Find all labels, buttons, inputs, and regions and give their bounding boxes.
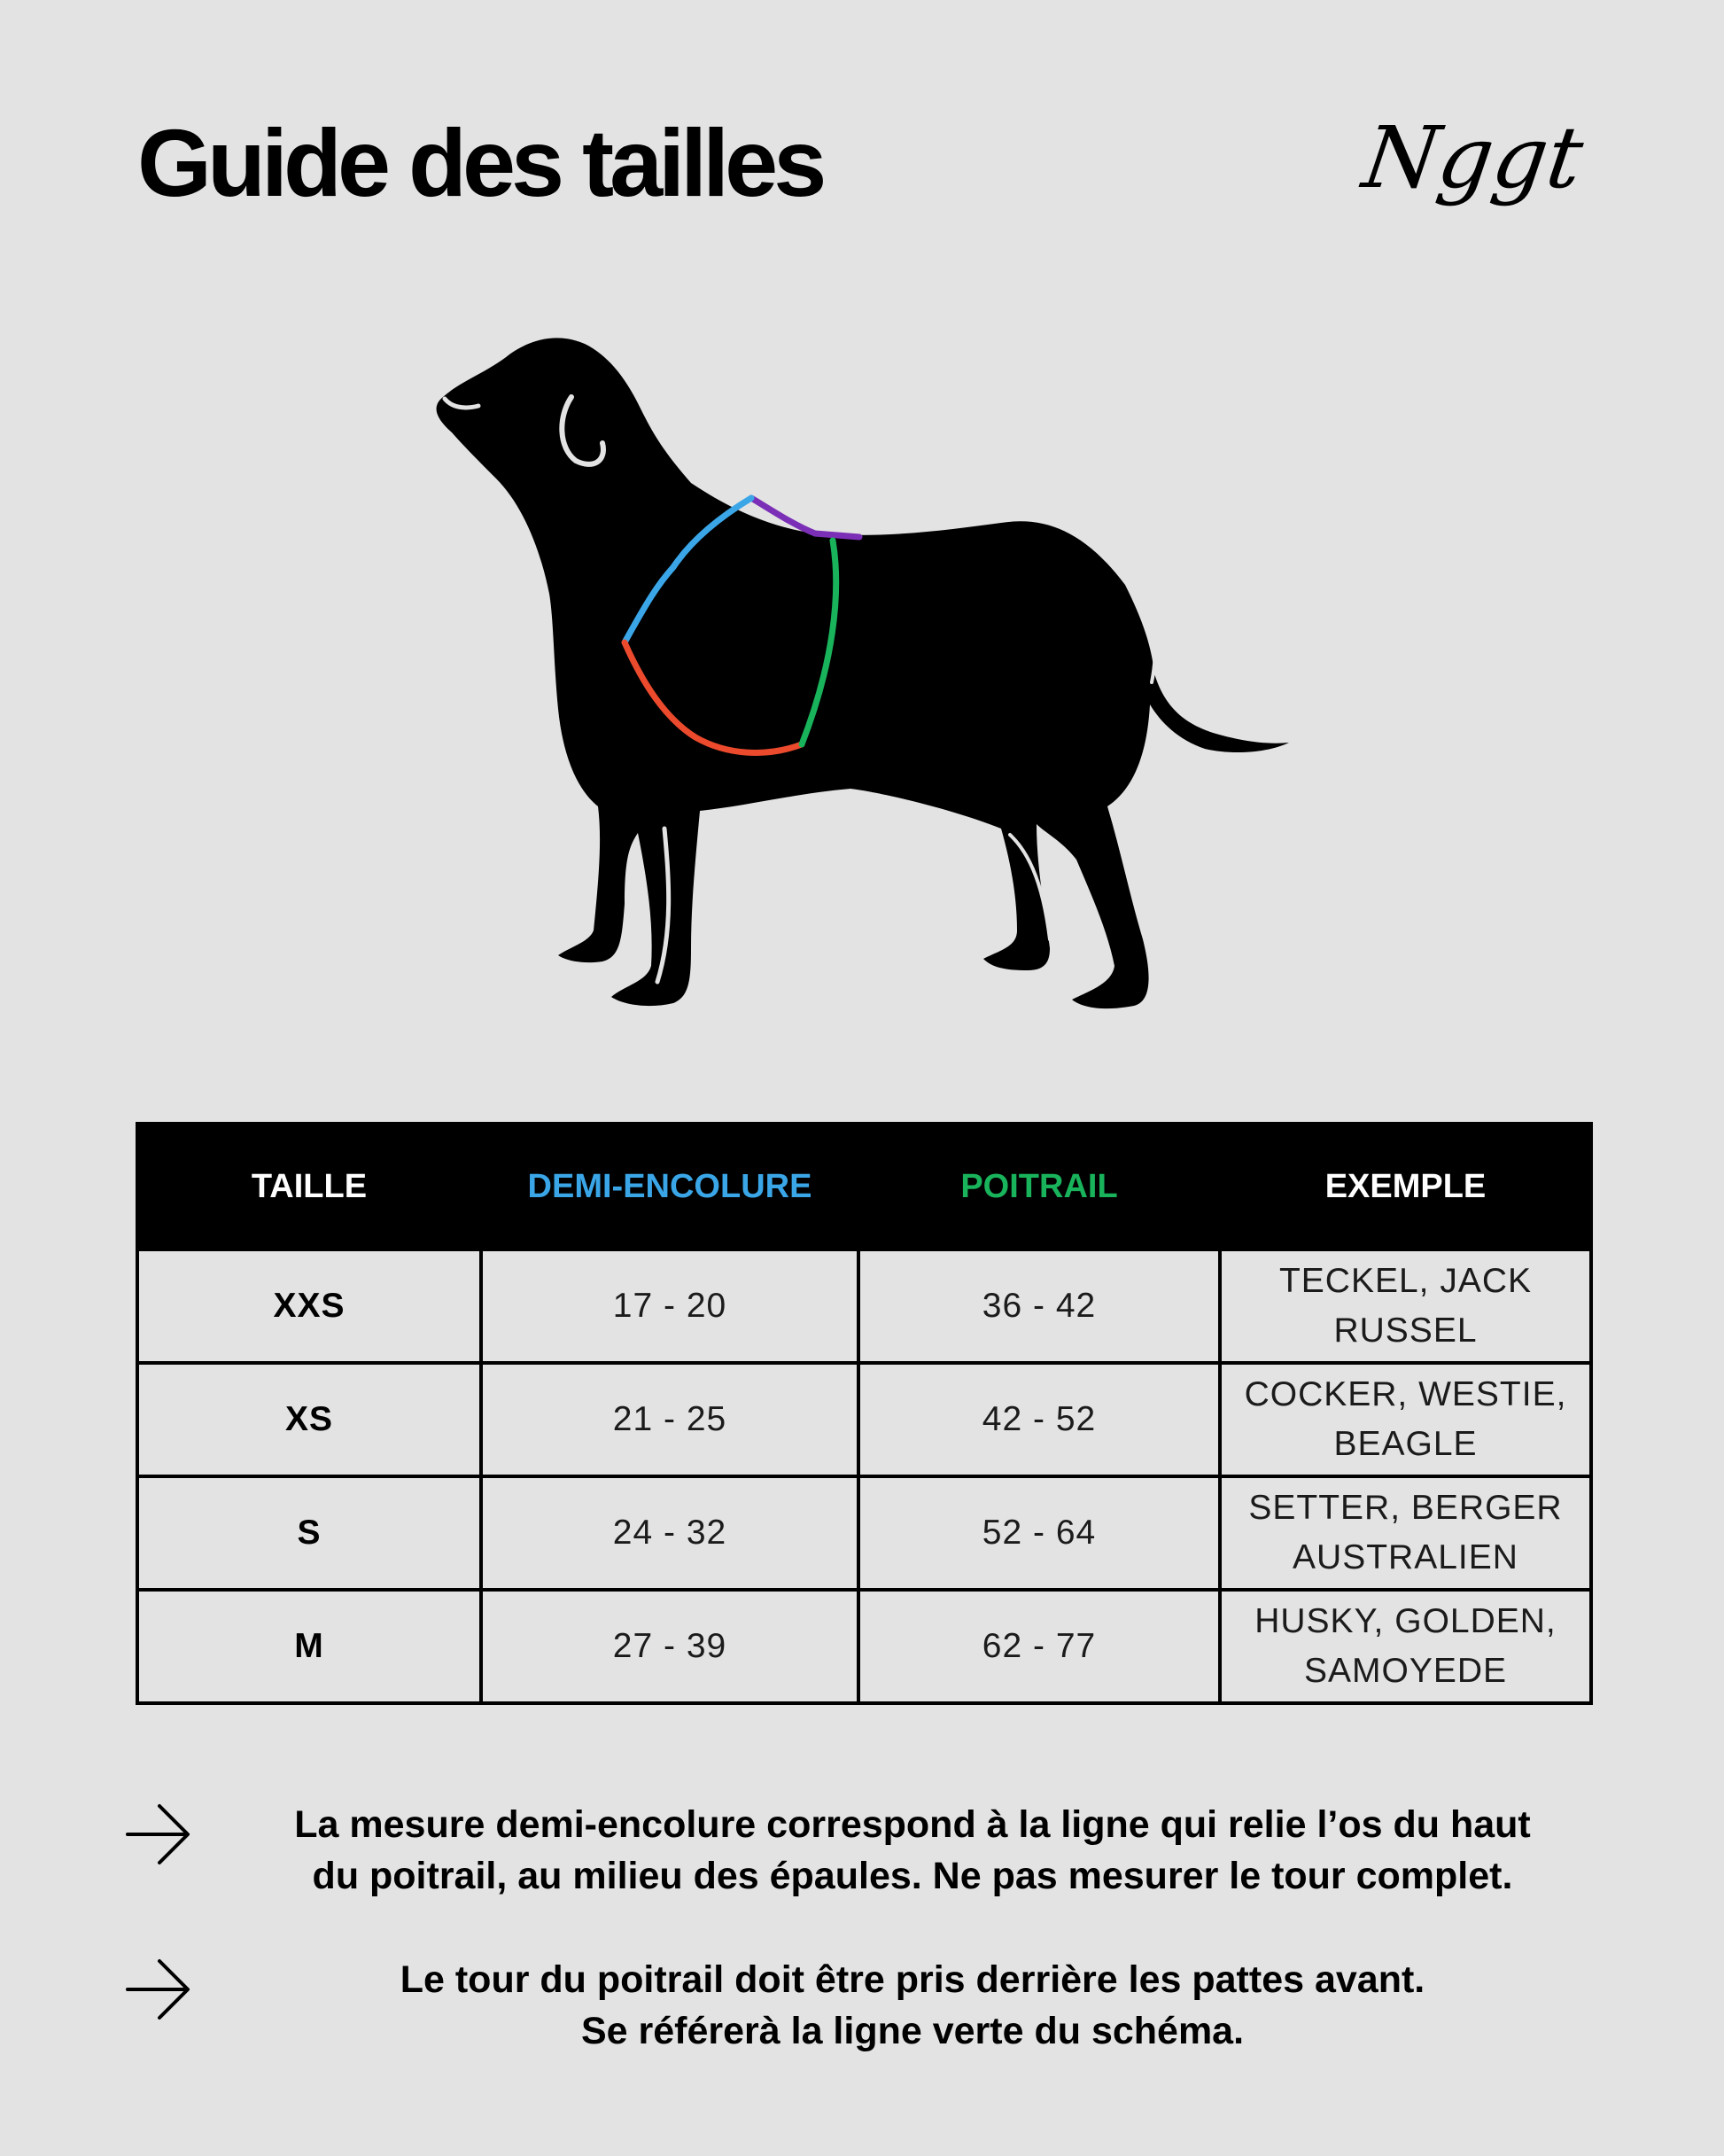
cell-poitrail: 52 - 64: [858, 1476, 1220, 1590]
cell-taille: M: [137, 1590, 481, 1703]
header-demi-encolure: DEMI-ENCOLURE: [481, 1124, 858, 1249]
note-text: [221, 1799, 1604, 1902]
exemple-line: COCKER, WESTIE,: [1244, 1375, 1567, 1413]
exemple-line: RUSSEL: [1333, 1312, 1478, 1350]
exemple-line: SETTER, BERGER: [1248, 1489, 1563, 1527]
cell-demi-encolure: 24 - 32: [481, 1476, 858, 1590]
cell-exemple: [1220, 1249, 1591, 1363]
header-exemple: EXEMPLE: [1220, 1124, 1591, 1249]
note-line: du poitrail, au milieu des épaules. Ne pas mesurer le tour complet.: [312, 1855, 1513, 1897]
cell-taille: XXS: [137, 1249, 481, 1363]
table-row: [137, 1590, 1591, 1703]
page-title: Guide des tailles: [137, 109, 823, 216]
note-line: La mesure demi-encolure correspond à la ligne qui relie l’os du haut: [294, 1803, 1531, 1846]
exemple-line: HUSKY, GOLDEN,: [1254, 1602, 1557, 1640]
cell-demi-encolure: 27 - 39: [481, 1590, 858, 1703]
note-line: Se référerà la ligne verte du schéma.: [580, 2010, 1245, 2052]
table-header-row: [137, 1124, 1591, 1249]
exemple-line: SAMOYEDE: [1303, 1652, 1508, 1690]
brand-logo: [1357, 108, 1589, 239]
cell-taille: S: [137, 1476, 481, 1590]
dog-silhouette-diagram: [425, 328, 1293, 1028]
cell-poitrail: 62 - 77: [858, 1590, 1220, 1703]
note-text: [221, 1954, 1604, 2057]
note-line: Le tour du poitrail doit être pris derrière les pattes avant.: [400, 1958, 1425, 2001]
cell-poitrail: 36 - 42: [858, 1249, 1220, 1363]
cell-demi-encolure: 21 - 25: [481, 1363, 858, 1476]
cell-exemple: [1220, 1590, 1591, 1703]
exemple-line: TECKEL, JACK: [1278, 1262, 1533, 1300]
cell-exemple: [1220, 1363, 1591, 1476]
logo-text: Nggt: [1357, 108, 1589, 207]
exemple-line: AUSTRALIEN: [1293, 1538, 1518, 1576]
arrow-right-icon: [124, 1799, 191, 1870]
size-table: [136, 1122, 1593, 1705]
cell-demi-encolure: 17 - 20: [481, 1249, 858, 1363]
table-row: [137, 1476, 1591, 1590]
header-taille: TAILLE: [137, 1124, 481, 1249]
exemple-line: BEAGLE: [1333, 1425, 1478, 1463]
cell-exemple: [1220, 1476, 1591, 1590]
header-poitrail: POITRAIL: [858, 1124, 1220, 1249]
cell-taille: XS: [137, 1363, 481, 1476]
arrow-right-icon: [124, 1954, 191, 2025]
table-row: [137, 1363, 1591, 1476]
table-row: [137, 1249, 1591, 1363]
cell-poitrail: 42 - 52: [858, 1363, 1220, 1476]
